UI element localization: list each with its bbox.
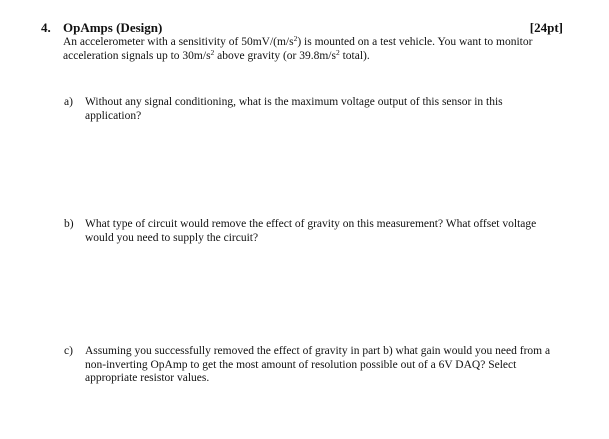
intro-text-3: above gravity (or 39.8m/s xyxy=(214,50,336,62)
intro-exponent-1: 2 xyxy=(293,34,298,43)
part-b-text: What type of circuit would remove the effect of gravity on this measurement? What offset voltage would you need to supply the circuit? xyxy=(85,218,537,244)
question-points: [24pt] xyxy=(529,20,563,35)
part-c-text: Assuming you successfully removed the effect of gravity in part b) what gain would you need from a non-inverting OpAmp to get the most amount of resolution possible out of a 6V DAQ? Select appropriate resistor values. xyxy=(85,345,551,384)
intro-exponent-2: 2 xyxy=(210,48,215,57)
part-c-label: c) xyxy=(64,345,73,357)
question-intro xyxy=(63,35,565,63)
intro-exponent-3: 2 xyxy=(335,48,340,57)
part-a-text: Without any signal conditioning, what is the maximum voltage output of this sensor in this application? xyxy=(85,96,503,122)
intro-text-2: ) is mounted on a test vehicle. You want to monitor acceleration signals up to 30m/s xyxy=(63,36,533,62)
question-title: OpAmps (Design) xyxy=(63,20,163,35)
part-b-label: b) xyxy=(64,218,74,230)
part-a-label: a) xyxy=(64,96,73,108)
intro-text-1: An accelerometer with a sensitivity of 50mV/(m/s xyxy=(63,36,294,48)
intro-text-4: total). xyxy=(339,50,370,62)
question-number: 4. xyxy=(41,20,51,35)
